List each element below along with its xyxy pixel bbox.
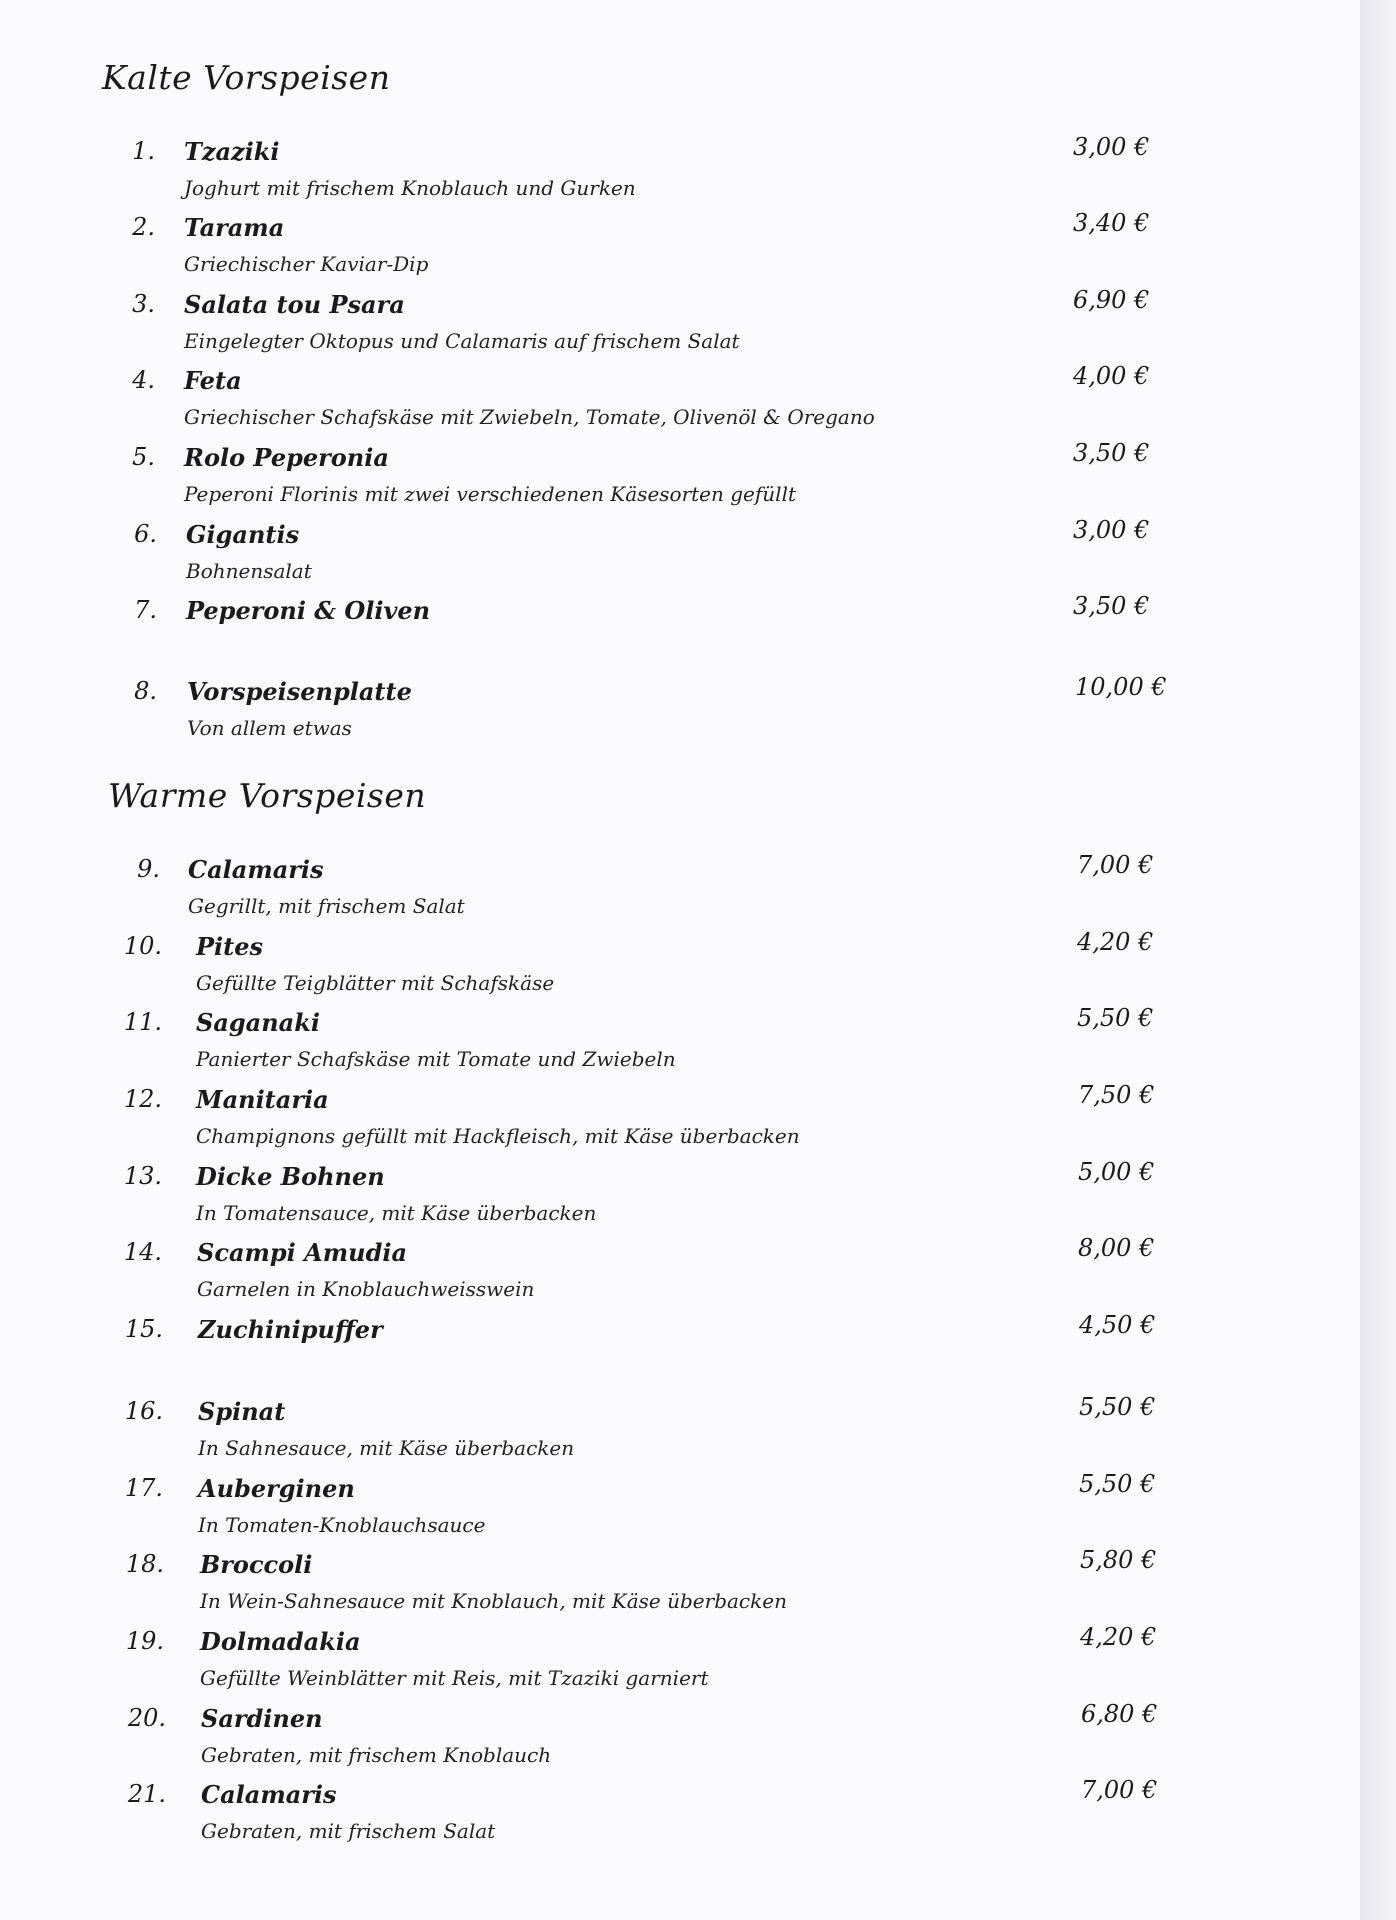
- item-name: Auberginen: [198, 1474, 355, 1503]
- section-heading: Kalte Vorspeisen: [102, 58, 391, 97]
- item-price: 3,00 €: [1073, 133, 1150, 161]
- item-description: Joghurt mit frischem Knoblauch und Gurken: [184, 176, 636, 200]
- item-name: Pites: [196, 932, 264, 961]
- item-description: Griechischer Schafskäse mit Zwiebeln, Tomate, Olivenöl & Oregano: [184, 405, 875, 429]
- item-description: Garnelen in Knoblauchweisswein: [197, 1277, 535, 1301]
- item-number: 3.: [132, 290, 155, 318]
- item-price: 3,40 €: [1073, 209, 1150, 237]
- item-number: 4.: [132, 366, 155, 394]
- item-name: Sardinen: [201, 1704, 323, 1733]
- item-price: 6,80 €: [1081, 1700, 1158, 1728]
- item-number: 9.: [137, 855, 160, 883]
- item-price: 5,80 €: [1080, 1546, 1157, 1574]
- item-description: In Wein-Sahnesauce mit Knoblauch, mit Käse überbacken: [200, 1589, 787, 1613]
- item-number: 20.: [127, 1704, 166, 1732]
- item-number: 12.: [123, 1085, 162, 1113]
- item-price: 6,90 €: [1073, 286, 1150, 314]
- item-price: 3,50 €: [1073, 439, 1150, 467]
- item-description: Eingelegter Oktopus und Calamaris auf frischem Salat: [184, 329, 740, 353]
- item-name: Gigantis: [186, 520, 300, 549]
- item-name: Rolo Peperonia: [184, 443, 389, 472]
- item-number: 15.: [124, 1315, 163, 1343]
- item-name: Vorspeisenplatte: [187, 677, 412, 706]
- item-name: Scampi Amudia: [197, 1238, 408, 1267]
- item-price: 5,50 €: [1079, 1393, 1156, 1421]
- item-number: 2.: [132, 213, 155, 241]
- item-name: Calamaris: [188, 855, 324, 884]
- item-number: 18.: [125, 1550, 164, 1578]
- item-price: 7,50 €: [1078, 1081, 1155, 1109]
- item-number: 11.: [123, 1008, 162, 1036]
- item-name: Feta: [184, 366, 242, 395]
- item-name: Peperoni & Oliven: [186, 596, 431, 625]
- item-price: 3,50 €: [1073, 592, 1150, 620]
- item-number: 17.: [124, 1474, 163, 1502]
- item-number: 19.: [125, 1627, 164, 1655]
- item-price: 4,20 €: [1077, 928, 1154, 956]
- item-description: Panierter Schafskäse mit Tomate und Zwiebeln: [196, 1047, 676, 1071]
- item-number: 16.: [124, 1397, 163, 1425]
- item-name: Dolmadakia: [200, 1627, 361, 1656]
- item-number: 6.: [134, 520, 157, 548]
- item-price: 10,00 €: [1075, 673, 1167, 701]
- item-description: Griechischer Kaviar-Dip: [184, 252, 429, 276]
- item-price: 4,50 €: [1079, 1311, 1156, 1339]
- item-name: Manitaria: [196, 1085, 329, 1114]
- item-number: 8.: [134, 677, 157, 705]
- item-price: 5,00 €: [1078, 1158, 1155, 1186]
- item-number: 5.: [132, 443, 155, 471]
- item-description: Gefüllte Weinblätter mit Reis, mit Tzaziki garniert: [200, 1666, 709, 1690]
- item-name: Salata tou Psara: [184, 290, 405, 319]
- item-name: Broccoli: [200, 1550, 313, 1579]
- item-description: Gebraten, mit frischem Knoblauch: [201, 1743, 552, 1767]
- item-number: 7.: [134, 596, 157, 624]
- item-price: 7,00 €: [1081, 1776, 1158, 1804]
- item-description: In Sahnesauce, mit Käse überbacken: [198, 1436, 575, 1460]
- item-number: 10.: [123, 932, 162, 960]
- item-name: Calamaris: [201, 1780, 337, 1809]
- paper-edge: [1360, 0, 1396, 1920]
- item-description: Gegrillt, mit frischem Salat: [188, 894, 465, 918]
- item-price: 5,50 €: [1079, 1470, 1156, 1498]
- item-description: In Tomaten-Knoblauchsauce: [198, 1513, 486, 1537]
- item-number: 13.: [123, 1162, 162, 1190]
- item-number: 14.: [123, 1238, 162, 1266]
- item-description: Von allem etwas: [187, 716, 352, 740]
- item-number: 21.: [127, 1780, 166, 1808]
- item-name: Spinat: [198, 1397, 286, 1426]
- item-description: Champignons gefüllt mit Hackfleisch, mit Käse überbacken: [196, 1124, 800, 1148]
- item-price: 4,20 €: [1080, 1623, 1157, 1651]
- item-price: 7,00 €: [1077, 851, 1154, 879]
- item-description: Peperoni Florinis mit zwei verschiedenen Käsesorten gefüllt: [184, 482, 797, 506]
- item-price: 5,50 €: [1077, 1004, 1154, 1032]
- item-description: In Tomatensauce, mit Käse überbacken: [196, 1201, 597, 1225]
- item-description: Bohnensalat: [186, 559, 312, 583]
- item-name: Dicke Bohnen: [196, 1162, 385, 1191]
- item-name: Tzaziki: [184, 137, 280, 166]
- item-description: Gebraten, mit frischem Salat: [201, 1819, 496, 1843]
- item-price: 3,00 €: [1073, 516, 1150, 544]
- item-number: 1.: [132, 137, 155, 165]
- item-name: Zuchinipuffer: [198, 1315, 383, 1344]
- item-name: Saganaki: [196, 1008, 320, 1037]
- item-description: Gefüllte Teigblätter mit Schafskäse: [196, 971, 555, 995]
- item-price: 8,00 €: [1078, 1234, 1155, 1262]
- item-price: 4,00 €: [1073, 362, 1150, 390]
- section-heading: Warme Vorspeisen: [108, 776, 427, 815]
- item-name: Tarama: [184, 213, 285, 242]
